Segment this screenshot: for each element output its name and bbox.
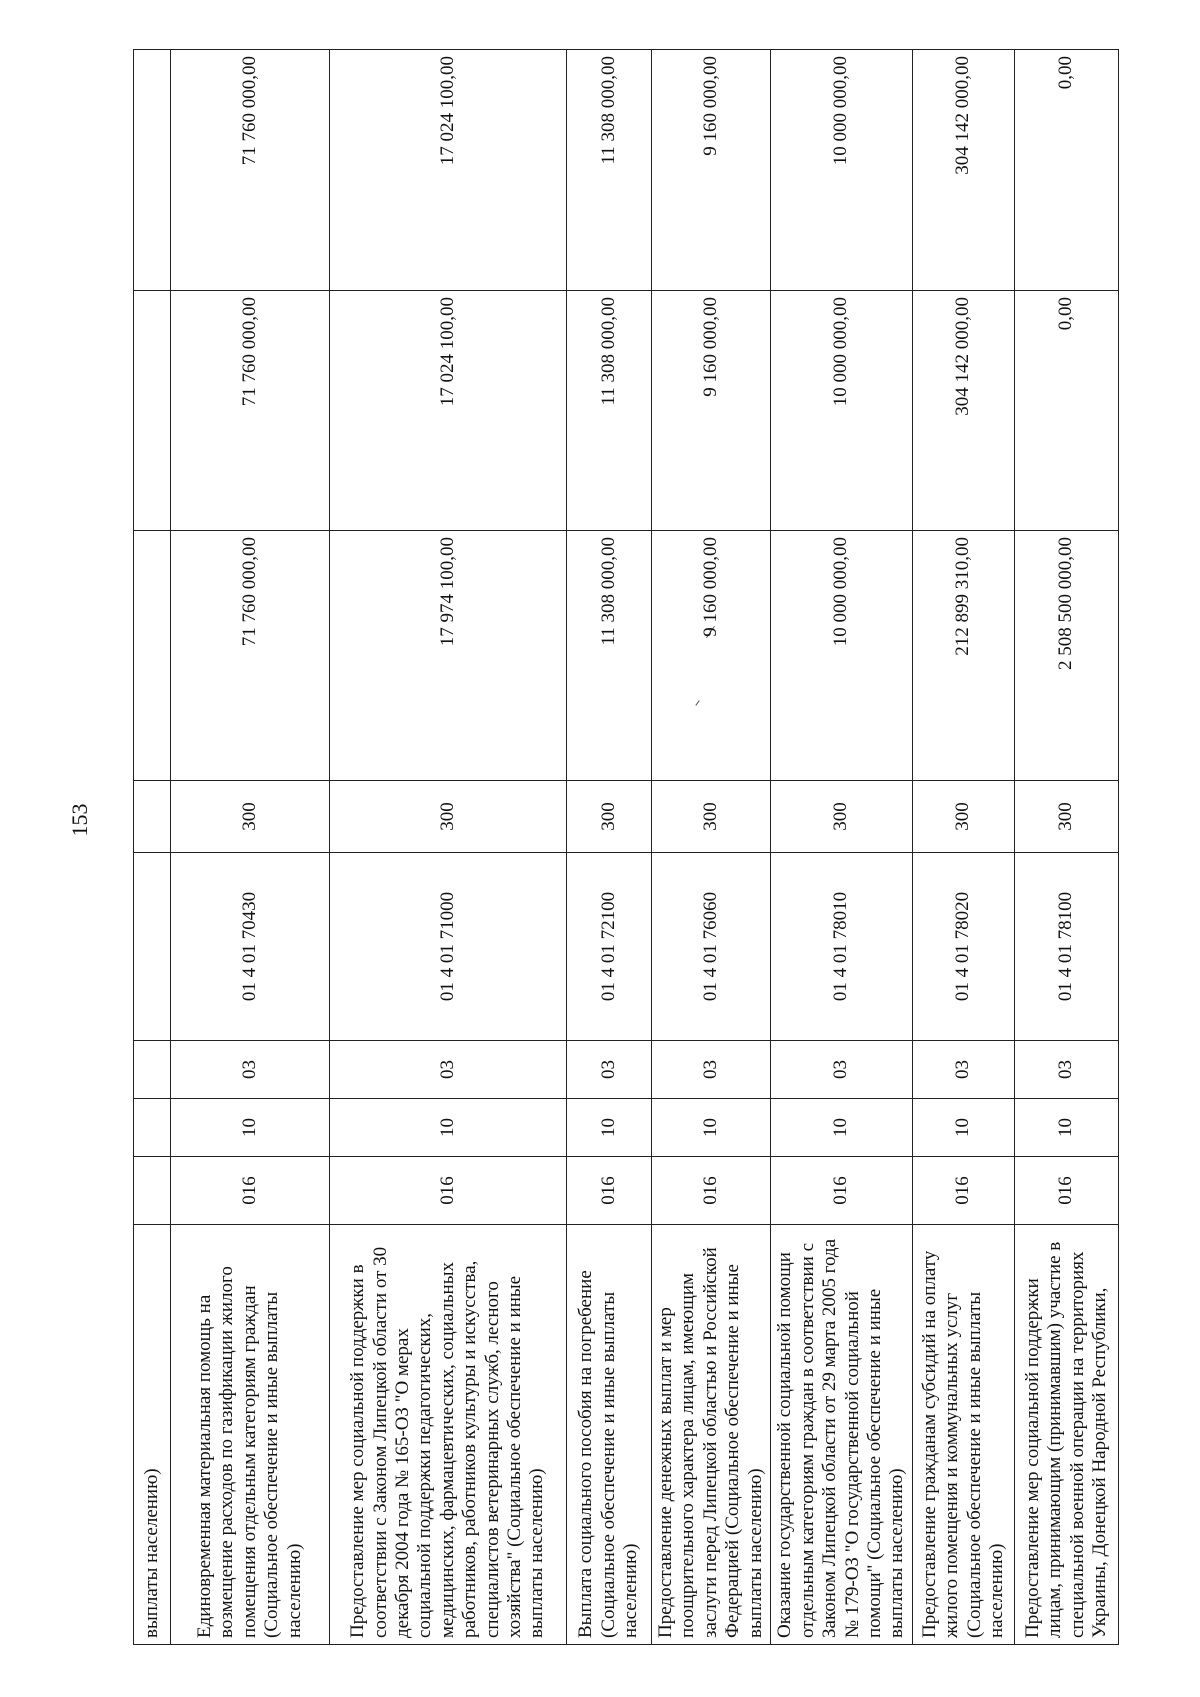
section-code: 10 <box>330 1099 567 1157</box>
amount-2: 11 308 000,00 <box>567 291 652 531</box>
continued-label: выплаты населению) <box>134 1225 171 1645</box>
section-code: 10 <box>652 1099 771 1157</box>
table-row <box>171 50 330 1645</box>
target-code: 01 4 01 78010 <box>771 853 913 1041</box>
ministry-code: 016 <box>330 1157 567 1225</box>
section-code: 10 <box>171 1099 330 1157</box>
amount-1: 71 760 000,00 <box>171 531 330 781</box>
table-cell <box>134 291 171 531</box>
amount-1: 17 974 100,00 <box>330 531 567 781</box>
table-cell <box>134 853 171 1041</box>
subsection-code: 03 <box>652 1041 771 1099</box>
section-code: 10 <box>771 1099 913 1157</box>
table-row <box>913 50 1015 1645</box>
section-code: 10 <box>1015 1099 1119 1157</box>
amount-1: 10 000 000,00 <box>771 531 913 781</box>
table-row <box>567 50 652 1645</box>
subsection-code: 03 <box>171 1041 330 1099</box>
row-name: Оказание государственной социальной помощи отдельным категориям граждан в соответствии с Законом Липецкой области от 29 марта 2005 года № 179-ОЗ "О государственной социальной помощи" (Социальное обеспечение и иные выплаты населению) <box>771 1225 913 1645</box>
target-code: 01 4 01 72100 <box>567 853 652 1041</box>
ministry-code: 016 <box>171 1157 330 1225</box>
ministry-code: 016 <box>771 1157 913 1225</box>
table-cell <box>134 1099 171 1157</box>
expense-type-code: 300 <box>330 781 567 853</box>
table-cell <box>134 531 171 781</box>
subsection-code: 03 <box>330 1041 567 1099</box>
subsection-code: 03 <box>567 1041 652 1099</box>
page-number: 153 <box>67 803 92 837</box>
amount-3: 11 308 000,00 <box>567 50 652 291</box>
rotated-table-container <box>133 50 1110 1645</box>
table-row <box>134 50 171 1645</box>
subsection-code: 03 <box>913 1041 1015 1099</box>
row-name: Предоставление гражданам субсидий на оплату жилого помещения и коммунальных услуг (Социальное обеспечение и иные выплаты населению) <box>913 1225 1015 1645</box>
amount-2: 9 160 000,00 <box>652 291 771 531</box>
amount-2: 10 000 000,00 <box>771 291 913 531</box>
amount-1: 11 308 000,00 <box>567 531 652 781</box>
ministry-code: 016 <box>652 1157 771 1225</box>
amount-3: 17 024 100,00 <box>330 50 567 291</box>
section-code: 10 <box>567 1099 652 1157</box>
table-cell <box>134 1041 171 1099</box>
expense-type-code: 300 <box>567 781 652 853</box>
amount-3: 71 760 000,00 <box>171 50 330 291</box>
ministry-code: 016 <box>1015 1157 1119 1225</box>
target-code: 01 4 01 76060 <box>652 853 771 1041</box>
row-name: Предоставление денежных выплат и мер поощрительного характера лицам, имеющим заслуги перед Липецкой областью и Российской Федерацией (Социальное обеспечение и иные выплаты населению) <box>652 1225 771 1645</box>
amount-1: 9 160 000,00 <box>652 531 771 781</box>
subsection-code: 03 <box>771 1041 913 1099</box>
row-name: Единовременная материальная помощь на возмещение расходов по газификации жилого помещения отдельным категориям граждан (Социальное обеспечение и иные выплаты населению) <box>171 1225 330 1645</box>
row-name: Предоставление мер социальной поддержки лицам, принимающим (принимавшим) участие в специальной военной операции на территориях Украины, Донецкой Народной Республики, <box>1015 1225 1119 1645</box>
amount-3: 0,00 <box>1015 50 1119 291</box>
expense-type-code: 300 <box>771 781 913 853</box>
target-code: 01 4 01 78020 <box>913 853 1015 1041</box>
subsection-code: 03 <box>1015 1041 1119 1099</box>
amount-2: 17 024 100,00 <box>330 291 567 531</box>
amount-3: 304 142 000,00 <box>913 50 1015 291</box>
row-name: Выплата социального пособия на погребение (Социальное обеспечение и иные выплаты населению) <box>567 1225 652 1645</box>
amount-1: 212 899 310,00 <box>913 531 1015 781</box>
expense-type-code: 300 <box>913 781 1015 853</box>
table-cell <box>134 50 171 291</box>
expense-type-code: 300 <box>1015 781 1119 853</box>
ministry-code: 016 <box>913 1157 1015 1225</box>
amount-1: 2 508 500 000,00 <box>1015 531 1119 781</box>
budget-table <box>133 49 1119 1645</box>
table-row <box>330 50 567 1645</box>
amount-3: 9 160 000,00 <box>652 50 771 291</box>
amount-2: 71 760 000,00 <box>171 291 330 531</box>
ministry-code: 016 <box>567 1157 652 1225</box>
target-code: 01 4 01 70430 <box>171 853 330 1041</box>
table-cell <box>134 781 171 853</box>
amount-2: 304 142 000,00 <box>913 291 1015 531</box>
expense-type-code: 300 <box>171 781 330 853</box>
row-name: Предоставление мер социальной поддержки в соответствии с Законом Липецкой области от 30 декабря 2004 года № 165-ОЗ "О мерах социальной поддержки педагогических, медицинских, фармацевтических, социальных работников, работников культуры и искусства, специалистов ветеринарных служб, лесного хозяйства" (Социальное обеспечение и иные выплаты населению) <box>330 1225 567 1645</box>
table-row <box>652 50 771 1645</box>
amount-2: 0,00 <box>1015 291 1119 531</box>
target-code: 01 4 01 71000 <box>330 853 567 1041</box>
table-row <box>771 50 913 1645</box>
target-code: 01 4 01 78100 <box>1015 853 1119 1041</box>
section-code: 10 <box>913 1099 1015 1157</box>
table-cell <box>134 1157 171 1225</box>
table-row <box>1015 50 1119 1645</box>
expense-type-code: 300 <box>652 781 771 853</box>
amount-3: 10 000 000,00 <box>771 50 913 291</box>
